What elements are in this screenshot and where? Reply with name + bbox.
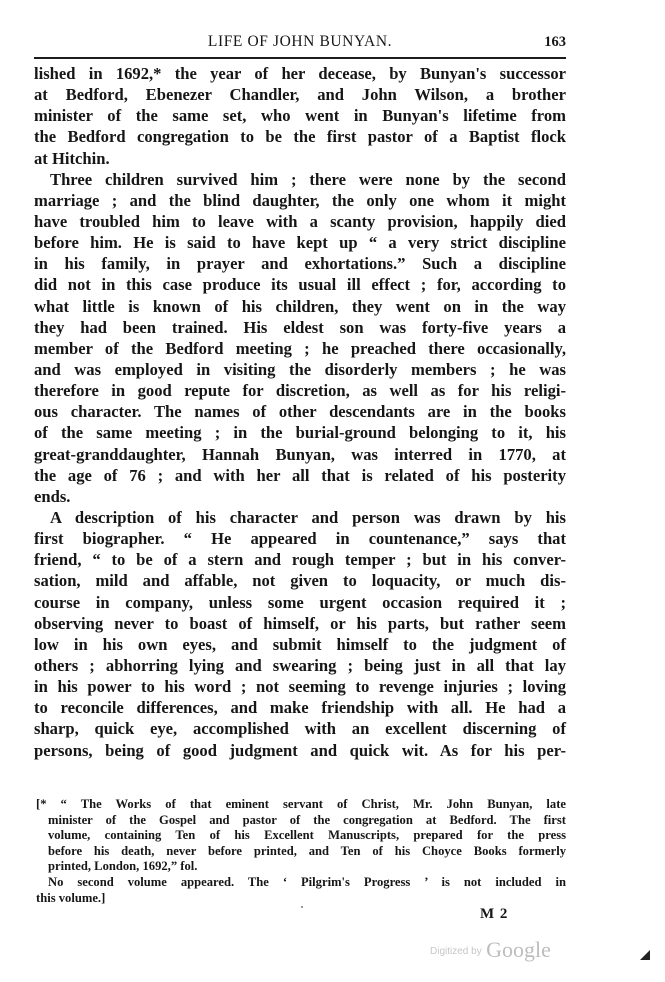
footnote-line: minister of the Gospel and pastor of the congregation at Bedford. The first — [48, 812, 566, 827]
footnote-line: volume, containing Ten of his Excellent Manuscripts, prepared for the press — [48, 828, 566, 843]
text-line: did not in this case produce its usual ill effect ; for, according to — [34, 275, 566, 295]
running-header — [34, 33, 566, 57]
text-line: in his family, in prayer and exhortations.” Such a discipline — [34, 254, 566, 274]
text-line: persons, being of good judgment and quick wit. As for his per- — [34, 740, 566, 760]
text-line: marriage ; and the blind daughter, the only one whom it might — [34, 190, 566, 210]
text-line: at Bedford, Ebenezer Chandler, and John Wilson, a brother — [34, 85, 566, 105]
text-line: member of the Bedford meeting ; he preached there occasionally, — [34, 338, 566, 358]
text-line: course in company, unless some urgent occasion required it ; — [34, 592, 566, 612]
text-line: the age of 76 ; and with her all that is related of his posterity — [34, 465, 566, 485]
text-line: have troubled him to leave with a scanty provision, happily died — [34, 211, 566, 231]
text-line: ous character. The names of other descendants are in the books — [34, 402, 566, 422]
text-line: A description of his character and person was drawn by his — [50, 507, 566, 527]
text-line: in his power to his word ; not seeming to revenge injuries ; loving — [34, 677, 566, 697]
text-line: first biographer. “ He appeared in countenance,” says that — [34, 529, 566, 549]
text-line: to reconcile differences, and make friendship with all. He had a — [34, 698, 566, 718]
footnote — [36, 797, 566, 906]
google-logo: Google — [486, 937, 551, 962]
text-line: lished in 1692,* the year of her decease, by Bunyan's successor — [34, 64, 566, 83]
text-line: the Bedford congregation to be the first pastor of a Baptist flock — [34, 127, 566, 147]
text-line: great-granddaughter, Hannah Bunyan, was interred in 1770, at — [34, 444, 566, 464]
text-line: minister of the same set, who went in Bunyan's lifetime from — [34, 106, 566, 126]
text-line: observing never to boast of himself, or his parts, but rather seem — [34, 613, 566, 633]
watermark-small-text: Digitized by — [430, 946, 482, 957]
footnote-line: before his death, never before printed, and Ten of his Choyce Books formerly — [48, 843, 566, 858]
text-line: ends. — [34, 486, 71, 506]
footnote-line: [* “ The Works of that eminent servant of Christ, Mr. John Bunyan, late — [36, 797, 566, 811]
footnote-line: No second volume appeared. The ‘ Pilgrim's Progress ’ is not included in — [48, 874, 566, 889]
footnote-line: printed, London, 1692,” fol. — [48, 859, 198, 874]
text-line: they had been trained. His eldest son was forty-five years a — [34, 317, 566, 337]
text-line: of the same meeting ; in the burial-ground belonging to it, his — [34, 423, 566, 443]
text-line: at Hitchin. — [34, 148, 110, 168]
digitized-watermark — [430, 937, 551, 963]
text-line: before him. He is said to have kept up “ a very strict discipline — [34, 233, 566, 253]
text-line: low in his own eyes, and submit himself to the judgment of — [34, 634, 566, 654]
ink-speck — [301, 906, 303, 908]
footnote-line: this volume.] — [36, 890, 106, 905]
text-line: Three children survived him ; there were none by the second — [50, 169, 566, 189]
text-line: and was employed in visiting the disorderly members ; he was — [34, 359, 566, 379]
page-number: 163 — [544, 34, 566, 50]
text-line: sharp, quick eye, accomplished with an excellent discerning of — [34, 719, 566, 739]
running-title: LIFE OF JOHN BUNYAN. — [207, 33, 393, 50]
text-line: what little is known of his children, they went on in the way — [34, 296, 566, 316]
text-line: sation, mild and affable, not given to loquacity, or much dis- — [34, 571, 566, 591]
page-corner-arrow-icon — [640, 950, 650, 960]
signature-mark: M 2 — [480, 906, 509, 922]
body-text — [34, 63, 566, 761]
text-line: friend, “ to be of a stern and rough temper ; but in his conver- — [34, 550, 566, 570]
text-line: therefore in good repute for discretion, as well as for his religi- — [34, 381, 566, 401]
header-rule — [34, 57, 566, 59]
text-line: others ; abhorring lying and swearing ; being just in all that lay — [34, 655, 566, 675]
